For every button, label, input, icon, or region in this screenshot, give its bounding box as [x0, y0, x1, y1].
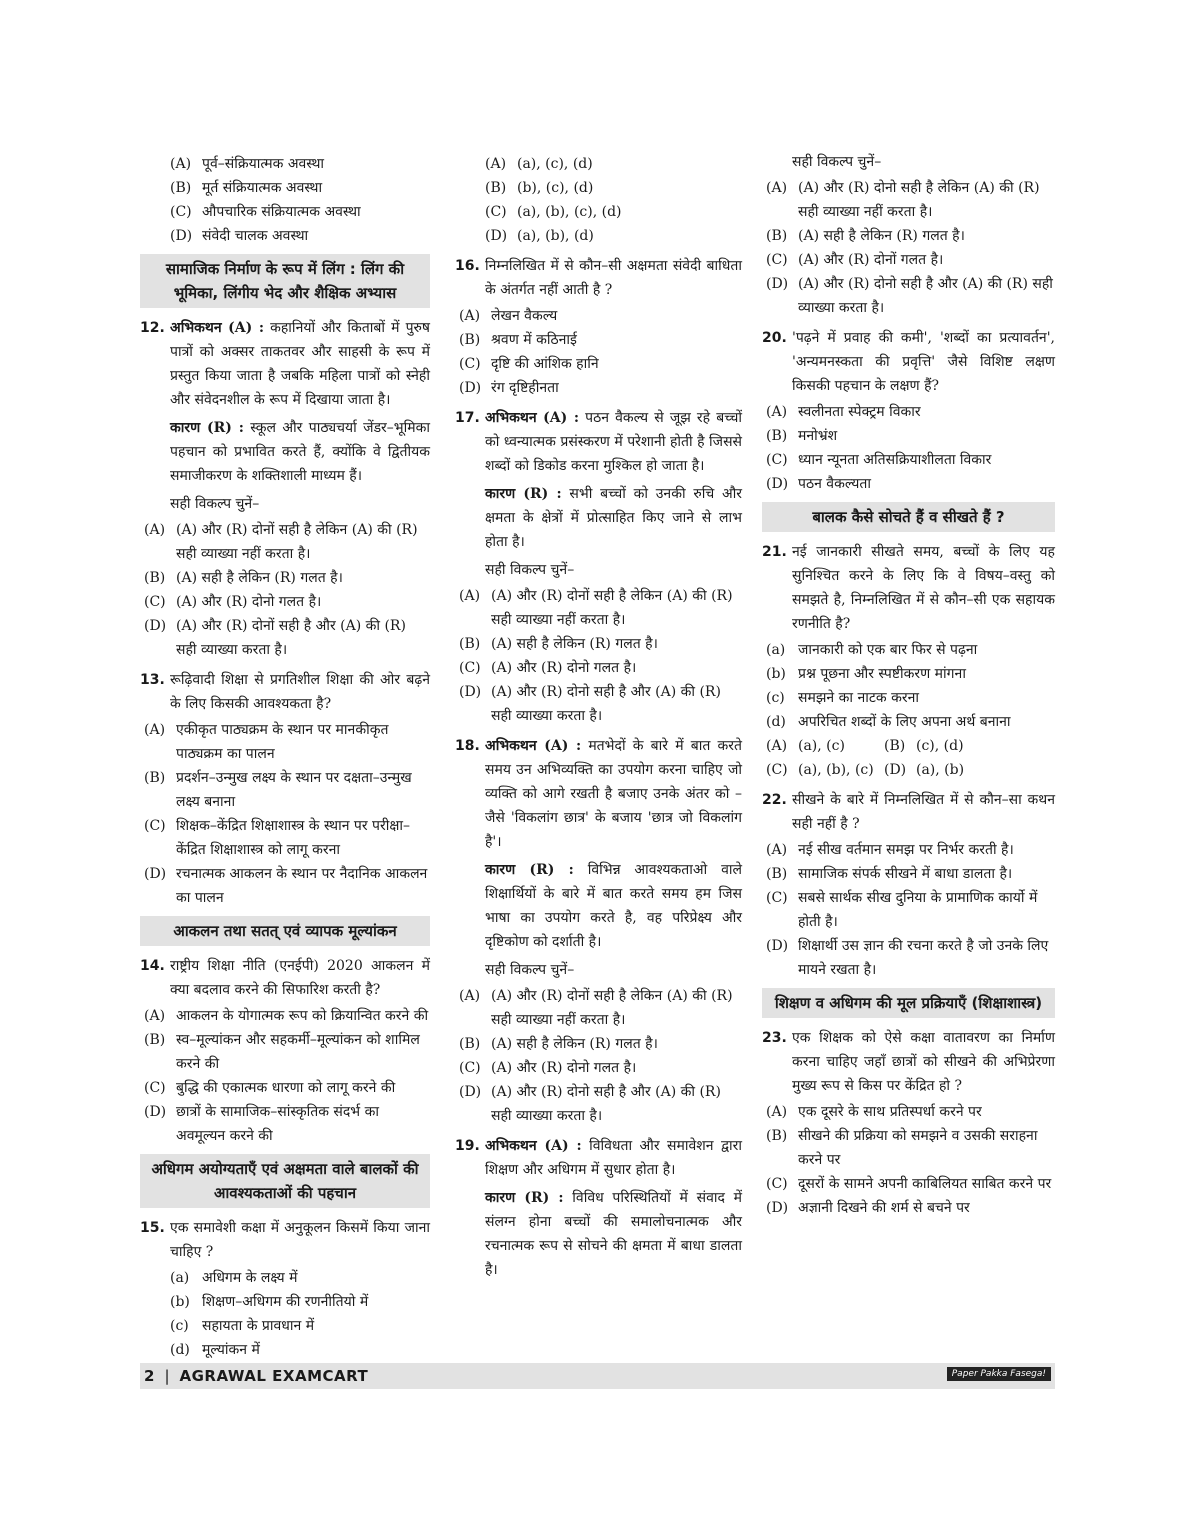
- option-text: (a), (b): [916, 762, 965, 778]
- brand-tagline: Paper Pakka Fasega!: [947, 1367, 1051, 1381]
- option: [140, 1028, 430, 1076]
- option-label: (A): [766, 1104, 788, 1120]
- option-label: (C): [766, 890, 788, 906]
- option-label: (c): [170, 1318, 189, 1334]
- option-label: (C): [144, 594, 166, 610]
- question-number: 21.: [762, 544, 787, 560]
- option: [762, 934, 1055, 982]
- assertion-label: अभिकथन (A) :: [485, 410, 579, 426]
- option-text: रचनात्मक आकलन के स्थान पर नैदानिक आकलन का पालन: [176, 866, 428, 906]
- option-text: स्व–मूल्यांकन और सहकर्मी–मूल्यांकन को शामिल करने की: [176, 1032, 420, 1072]
- option-text: (A) और (R) दोनों सही है और (A) की (R) सही व्याख्या करता है।: [176, 618, 406, 658]
- question-number: 19.: [455, 1138, 480, 1154]
- reason-text: विविध परिस्थितियों में संवाद में संलग्न होना बच्चों की समालोचनात्मक और रचनात्मक रूप से सोचने की क्षमता में बाधा डालता है।: [485, 1190, 743, 1278]
- reason-label: कारण (R) :: [170, 420, 244, 436]
- option-text: मूर्त संक्रियात्मक अवस्था: [202, 180, 323, 196]
- reason: [485, 1186, 742, 1282]
- item-label: (a): [766, 642, 786, 658]
- option-text: (A) और (R) दोनो सही है और (A) की (R) सही व्याख्या करता है।: [491, 684, 721, 724]
- option: [762, 424, 1055, 448]
- option-label: (A): [459, 588, 481, 604]
- assertion-text: मतभेदों के बारे में बात करते समय उन अभिव्यक्ति का उपयोग करना चाहिए जो व्यक्ति को आगे रखती है बजाए उनके अंतर को – जैसे 'विकलांग छात्र' के बजाय 'छात्र जो विकलांग है'।: [485, 738, 742, 850]
- option-label: (B): [144, 770, 166, 786]
- question-19: [455, 1134, 742, 1282]
- option-label: (D): [766, 276, 789, 292]
- option-label: (A): [766, 404, 788, 420]
- option: [762, 176, 1055, 224]
- option: [140, 1266, 430, 1290]
- option-label: (C): [170, 204, 192, 220]
- choose-instruction: सही विकल्प चुनें–: [485, 962, 575, 978]
- option-text: रंग दृष्टिहीनता: [491, 380, 559, 396]
- option-label: (B): [766, 228, 788, 244]
- option: [140, 224, 430, 248]
- question-text: एक शिक्षक को ऐसे कक्षा वातावरण का निर्माण करना चाहिए जहाँ छात्रों को सीखने की अभिप्रेरणा मुख्य रूप से किस पर केंद्रित हो ?: [792, 1030, 1055, 1094]
- option: [455, 680, 742, 728]
- option-text: (a), (b), (c), (d): [517, 204, 622, 220]
- option: [455, 1056, 742, 1080]
- item-text: प्रश्न पूछना और स्पष्टीकरण मांगना: [798, 666, 966, 682]
- item-label: (c): [766, 690, 785, 706]
- option-text: शिक्षक–केंद्रित शिक्षाशास्त्र के स्थान पर परीक्षा–केंद्रित शिक्षाशास्त्र को लागू करना: [176, 818, 411, 858]
- option: [762, 1100, 1055, 1124]
- options-23: [762, 1100, 1055, 1220]
- reason-label: कारण (R) :: [485, 862, 574, 878]
- option-text: श्रवण में कठिनाई: [491, 332, 577, 348]
- option-label: (a): [170, 1270, 190, 1286]
- option: [762, 1172, 1055, 1196]
- option-label: (A): [766, 180, 788, 196]
- question-number: 12.: [140, 320, 165, 336]
- options-21: [762, 734, 1055, 782]
- option-text: संवेदी चालक अवस्था: [202, 228, 309, 244]
- assertion-label: अभिकथन (A) :: [485, 738, 582, 754]
- option-label: (C): [766, 252, 788, 268]
- option-text: पठन वैकल्यता: [798, 476, 871, 492]
- option-label: (D): [766, 1200, 789, 1216]
- options-22: [762, 838, 1055, 982]
- item-label: (d): [766, 714, 786, 730]
- option-label: (A): [144, 1008, 166, 1024]
- option-text: अज्ञानी दिखने की शर्म से बचने पर: [798, 1200, 970, 1216]
- question-number: 18.: [455, 738, 480, 754]
- reason: [170, 416, 430, 488]
- option: [884, 758, 1055, 782]
- item-text: समझने का नाटक करना: [798, 690, 919, 706]
- section-heading-pedagogy: शिक्षण व अधिगम की मूल प्रक्रियाएँ (शिक्षाशास्त्र): [762, 988, 1055, 1018]
- statement-item: [762, 662, 1055, 686]
- reason: [485, 858, 742, 954]
- brand-name: AGRAWAL EXAMCART: [179, 1367, 369, 1385]
- assertion-label: अभिकथन (A) :: [170, 320, 264, 336]
- option-label: (B): [485, 180, 507, 196]
- assertion: [485, 734, 742, 854]
- option-label: (A): [766, 842, 788, 858]
- option-text: सीखने की प्रक्रिया को समझने व उसकी सराहना करने पर: [798, 1128, 1038, 1168]
- option-text: (A) और (R) दोनो गलत है।: [491, 660, 637, 676]
- option-text: (A) सही है लेकिन (R) गलत है।: [798, 228, 965, 244]
- option-text: सबसे सार्थक सीख दुनिया के प्रामाणिक कार्यो में होती है।: [798, 890, 1038, 930]
- option: [140, 766, 430, 814]
- assertion: [485, 406, 742, 478]
- options-18: [455, 984, 742, 1128]
- option: [762, 1124, 1055, 1172]
- option: [140, 614, 430, 662]
- reason-label: कारण (R) :: [485, 486, 562, 502]
- option-text: (A) सही है लेकिन (R) गलत है।: [491, 636, 658, 652]
- option-label: (D): [766, 476, 789, 492]
- option-label: (B): [459, 1036, 481, 1052]
- option: [455, 328, 742, 352]
- option-text: (a), (b), (c): [798, 762, 874, 778]
- option-text: ध्यान न्यूनता अतिसक्रियाशीलता विकार: [798, 452, 992, 468]
- items-21: [762, 638, 1055, 734]
- option-text: दूसरों के सामने अपनी काबिलियत साबित करने पर: [798, 1176, 1052, 1192]
- option-text: (a), (c): [798, 738, 845, 754]
- option: [140, 862, 430, 910]
- option: [140, 152, 430, 176]
- option: [762, 472, 1055, 496]
- reason-text: स्कूल और पाठ्यचर्या जेंडर–भूमिका पहचान को प्रभावित करते हैं, क्योंकि वे द्वितीयक समाजीकरण के शक्तिशाली माध्यम हैं।: [170, 420, 431, 484]
- column-3: [762, 150, 1055, 1220]
- question-15: [140, 1216, 430, 1264]
- option-label: (D): [884, 762, 907, 778]
- lead-options-col1: [140, 152, 430, 248]
- statement-item: [762, 710, 1055, 734]
- option-label: (B): [459, 636, 481, 652]
- option-label: (B): [766, 866, 788, 882]
- option-label: (d): [170, 1342, 190, 1358]
- question-number: 20.: [762, 330, 787, 346]
- option: [140, 1100, 430, 1148]
- option-text: स्वलीनता स्पेक्ट्रम विकार: [798, 404, 921, 420]
- option: [762, 1196, 1055, 1220]
- option: [762, 862, 1055, 886]
- option-label: (C): [144, 1080, 166, 1096]
- question-text: नई जानकारी सीखते समय, बच्चों के लिए यह सुनिश्चित करने के लिए कि वे विषय–वस्तु को समझते है, निम्नलिखित में से कौन–सी एक सहायक रणनीति है?: [792, 544, 1055, 632]
- option-label: (b): [170, 1294, 190, 1310]
- question-text: निम्नलिखित में से कौन–सी अक्षमता संवेदी बाधिता के अंतर्गत नहीं आती है ?: [485, 258, 742, 298]
- section-heading-assessment: आकलन तथा सतत् एवं व्यापक मूल्यांकन: [140, 916, 430, 946]
- option-text: (A) और (R) दोनो सही है और (A) की (R) सही व्याख्या करता है।: [798, 276, 1053, 316]
- option-label: (C): [459, 356, 481, 372]
- question-number: 23.: [762, 1030, 787, 1046]
- page-content: [140, 150, 1055, 1360]
- option: [884, 734, 1055, 758]
- options-20: [762, 400, 1055, 496]
- choose-instruction: सही विकल्प चुनें–: [170, 496, 260, 512]
- option-text: पूर्व–संक्रियात्मक अवस्था: [202, 156, 325, 172]
- option: [455, 1032, 742, 1056]
- option: [140, 200, 430, 224]
- option: [140, 1314, 430, 1338]
- option-label: (D): [459, 1084, 482, 1100]
- option-label: (D): [766, 938, 789, 954]
- option-label: (A): [485, 156, 507, 172]
- choose-instruction: सही विकल्प चुनें–: [485, 562, 575, 578]
- option: [762, 400, 1055, 424]
- option: [762, 838, 1055, 862]
- reason-text: विभिन्न आवश्यकताओ वाले शिक्षार्थियों के बारे में बात करते समय हम जिस भाषा का उपयोग करते है, वह परिप्रेक्ष्य और दृष्टिकोण को दर्शाती है।: [485, 862, 742, 950]
- assertion-text: कहानियों और किताबों में पुरुष पात्रों को अक्सर ताकतवर और साहसी के रूप में प्रस्तुत किया जाता है जबकि महिला पात्रों को स्नेही और संवेदनशील के रूप में दिखाया जाता है।: [170, 320, 430, 408]
- option: [455, 352, 742, 376]
- option: [140, 718, 430, 766]
- option-label: (A): [170, 156, 192, 172]
- question-number: 13.: [140, 672, 165, 688]
- page-number: 2: [144, 1367, 155, 1385]
- option-text: एकीकृत पाठ्यक्रम के स्थान पर मानकीकृत पाठ्यक्रम का पालन: [176, 722, 389, 762]
- option-text: (a), (b), (d): [517, 228, 594, 244]
- lead-options-col3: [762, 176, 1055, 320]
- option-label: (C): [459, 660, 481, 676]
- option-label: (D): [485, 228, 508, 244]
- reason-label: कारण (R) :: [485, 1190, 564, 1206]
- option-text: (A) सही है लेकिन (R) गलत है।: [491, 1036, 658, 1052]
- options-15: [140, 1266, 430, 1362]
- question-17: [455, 406, 742, 582]
- option: [140, 176, 430, 200]
- option: [455, 224, 742, 248]
- option: [766, 758, 884, 782]
- choose-instruction: सही विकल्प चुनें–: [792, 154, 882, 170]
- option-text: प्रदर्शन–उन्मुख लक्ष्य के स्थान पर दक्षता–उन्मुख लक्ष्य बनाना: [176, 770, 412, 810]
- option-label: (A): [459, 308, 481, 324]
- option: [766, 734, 884, 758]
- option-label: (B): [884, 738, 906, 754]
- option-label: (D): [144, 618, 167, 634]
- option-text: (A) और (R) दोनो गलत है।: [176, 594, 322, 610]
- option-label: (D): [170, 228, 193, 244]
- option: [762, 886, 1055, 934]
- option-text: शिक्षार्थी उस ज्ञान की रचना करते है जो उनके लिए मायने रखता है।: [798, 938, 1049, 978]
- option-label: (D): [459, 380, 482, 396]
- assertion: [485, 1134, 742, 1182]
- question-number: 17.: [455, 410, 480, 426]
- reason-text: सभी बच्चों को उनकी रुचि और क्षमता के क्षेत्रों में प्रोत्साहित किए जाने से लाभ होता है।: [485, 486, 743, 550]
- footer-separator: |: [164, 1367, 170, 1385]
- question-21: [762, 540, 1055, 636]
- item-text: अपरिचित शब्दों के लिए अपना अर्थ बनाना: [798, 714, 1011, 730]
- option-text: (A) सही है लेकिन (R) गलत है।: [176, 570, 343, 586]
- option: [762, 272, 1055, 320]
- option-label: (B): [459, 332, 481, 348]
- option-label: (D): [144, 866, 167, 882]
- options-12: [140, 518, 430, 662]
- option-label: (B): [144, 1032, 166, 1048]
- option: [455, 984, 742, 1032]
- option-text: दृष्टि की आंशिक हानि: [491, 356, 599, 372]
- section-heading-disabilities: अधिगम अयोग्यताएँ एवं अक्षमता वाले बालकों की आवश्यकताओं की पहचान: [140, 1154, 430, 1208]
- statement-item: [762, 638, 1055, 662]
- option: [140, 814, 430, 862]
- question-22: [762, 788, 1055, 836]
- item-text: जानकारी को एक बार फिर से पढ़ना: [798, 642, 978, 658]
- option-label: (C): [766, 1176, 788, 1192]
- option-label: (A): [766, 738, 788, 754]
- assertion-label: अभिकथन (A) :: [485, 1138, 582, 1154]
- option: [140, 1338, 430, 1362]
- options-14: [140, 1004, 430, 1148]
- options-16: [455, 304, 742, 400]
- question-number: 16.: [455, 258, 480, 274]
- option: [455, 632, 742, 656]
- option-text: (c), (d): [916, 738, 964, 754]
- option: [140, 1004, 430, 1028]
- option-label: (C): [485, 204, 507, 220]
- option-text: (A) और (R) दोनों सही है लेकिन (A) की (R) सही व्याख्या नहीं करता है।: [491, 588, 733, 628]
- option: [455, 176, 742, 200]
- column-1: [140, 150, 430, 1362]
- option-label: (A): [144, 722, 166, 738]
- item-label: (b): [766, 666, 786, 682]
- option-label: (A): [144, 522, 166, 538]
- question-18: [455, 734, 742, 982]
- option-label: (D): [144, 1104, 167, 1120]
- question-text: सीखने के बारे में निम्नलिखित में से कौन–सा कथन सही नहीं है ?: [792, 792, 1055, 832]
- option-text: सामाजिक संपर्क सीखने में बाधा डालता है।: [798, 866, 1013, 882]
- option: [762, 448, 1055, 472]
- options-17: [455, 584, 742, 728]
- question-14: [140, 954, 430, 1002]
- option-text: (A) और (R) दोनो गलत है।: [491, 1060, 637, 1076]
- option: [140, 1290, 430, 1314]
- option-text: सहायता के प्रावधान में: [202, 1318, 315, 1334]
- option-label: (D): [459, 684, 482, 700]
- question-23: [762, 1026, 1055, 1098]
- option: [455, 584, 742, 632]
- question-20: [762, 326, 1055, 398]
- option-text: लेखन वैकल्य: [491, 308, 558, 324]
- option-label: (C): [766, 762, 788, 778]
- question-number: 22.: [762, 792, 787, 808]
- option-text: शिक्षण–अधिगम की रणनीतियो में: [202, 1294, 369, 1310]
- question-16: [455, 254, 742, 302]
- option: [455, 200, 742, 224]
- option-label: (C): [144, 818, 166, 834]
- lead-options-col2: [455, 152, 742, 248]
- section-heading-how-children-think: बालक कैसे सोचते हैं व सीखते हैं ?: [762, 502, 1055, 532]
- option-text: छात्रों के सामाजिक–सांस्कृतिक संदर्भ का अवमूल्यन करने की: [176, 1104, 379, 1144]
- question-number: 14.: [140, 958, 165, 974]
- option-label: (C): [766, 452, 788, 468]
- option: [455, 1080, 742, 1128]
- option-label: (B): [766, 428, 788, 444]
- option-label: (B): [144, 570, 166, 586]
- option-text: (A) और (R) दोनो सही है लेकिन (A) की (R) सही व्याख्या नहीं करता है।: [798, 180, 1040, 220]
- statement-item: [762, 686, 1055, 710]
- option-text: (A) और (R) दोनों सही है लेकिन (A) की (R) सही व्याख्या नहीं करता है।: [491, 988, 733, 1028]
- option-text: नई सीख वर्तमान समझ पर निर्भर करती है।: [798, 842, 1014, 858]
- option-label: (C): [459, 1060, 481, 1076]
- option: [455, 152, 742, 176]
- option: [455, 304, 742, 328]
- option-text: मूल्यांकन में: [202, 1342, 260, 1358]
- option-text: एक दूसरे के साथ प्रतिस्पर्धा करने पर: [798, 1104, 982, 1120]
- option-text: मनोभ्रंश: [798, 428, 838, 444]
- option: [140, 518, 430, 566]
- option: [762, 248, 1055, 272]
- option: [455, 376, 742, 400]
- option-text: आकलन के योगात्मक रूप को क्रियान्वित करने की: [176, 1008, 429, 1024]
- options-13: [140, 718, 430, 910]
- section-heading-gender: सामाजिक निर्माण के रूप में लिंग : लिंग की भूमिका, लिंगीय भेद और शैक्षिक अभ्यास: [140, 254, 430, 308]
- question-12: [140, 316, 430, 516]
- option-text: (A) और (R) दोनों गलत है।: [798, 252, 944, 268]
- question-text: एक समावेशी कक्षा में अनुकूलन किसमें किया जाना चाहिए ?: [170, 1220, 430, 1260]
- reason: [485, 482, 742, 554]
- option-text: औपचारिक संक्रियात्मक अवस्था: [202, 204, 361, 220]
- option: [140, 590, 430, 614]
- assertion: [170, 316, 430, 412]
- question-text: 'पढ़ने में प्रवाह की कमी', 'शब्दों का प्रत्यावर्तन', 'अन्यमनस्कता की प्रवृत्ति' जैसे विशिष्ट लक्षण किसकी पहचान के लक्षण हैं?: [792, 330, 1055, 394]
- assertion-text: पठन वैकल्य से जूझ रहे बच्चों को ध्वन्यात्मक प्रसंस्करण में परेशानी होती है जिससे शब्दों को डिकोड करना मुश्किल हो जाता है।: [485, 410, 742, 474]
- option-text: (b), (c), (d): [517, 180, 594, 196]
- question-text: रूढ़िवादी शिक्षा से प्रगतिशील शिक्षा की ओर बढ़ने के लिए किसकी आवश्यकता है?: [170, 672, 430, 712]
- option-text: अधिगम के लक्ष्य में: [202, 1270, 298, 1286]
- question-text: राष्ट्रीय शिक्षा नीति (एनईपी) 2020 आकलन में क्या बदलाव करने की सिफारिश करती है?: [170, 958, 430, 998]
- option-label: (B): [766, 1128, 788, 1144]
- option-label: (A): [459, 988, 481, 1004]
- question-number: 15.: [140, 1220, 165, 1236]
- option-text: (A) और (R) दोनो सही है और (A) की (R) सही व्याख्या करता है।: [491, 1084, 721, 1124]
- assertion-text: विविधता और समावेशन द्वारा शिक्षण और अधिगम में सुधार होता है।: [485, 1138, 742, 1178]
- option-text: (a), (c), (d): [517, 156, 593, 172]
- option-text: बुद्धि की एकात्मक धारणा को लागू करने की: [176, 1080, 396, 1096]
- column-2: [455, 150, 742, 1282]
- question-13: [140, 668, 430, 716]
- option-text: (A) और (R) दोनों सही है लेकिन (A) की (R) सही व्याख्या नहीं करता है।: [176, 522, 418, 562]
- option-label: (B): [170, 180, 192, 196]
- option: [762, 224, 1055, 248]
- option: [455, 656, 742, 680]
- option: [140, 566, 430, 590]
- option: [140, 1076, 430, 1100]
- page-footer: [140, 1363, 1055, 1389]
